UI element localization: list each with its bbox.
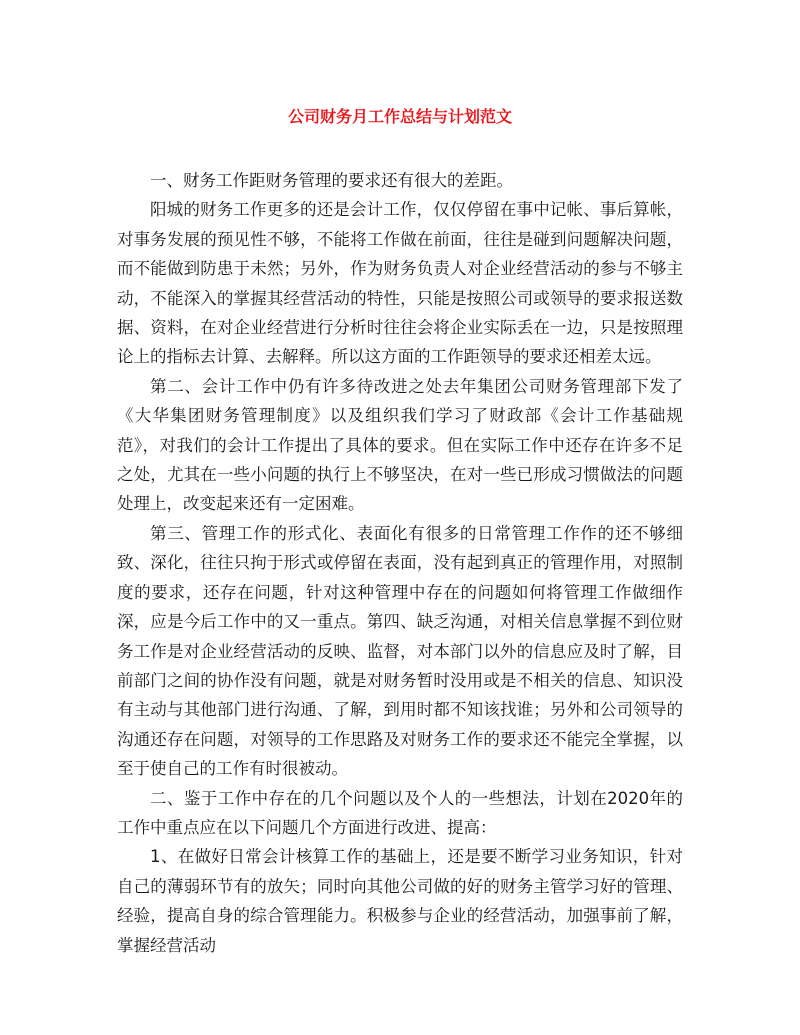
paragraph-point-two: 第二、会计工作中仍有许多待改进之处去年集团公司财务管理部下发了《大华集团财务管理制度》以及组织我们学习了财政部《会计工作基础规范》，对我们的会计工作提出了具体的要求。但在实际工作中还存在许多不足之处，尤其在一些小问题的执行上不够坚决，在对一些已形成习惯做法的问题处理上，改变起来还有一定困难。 [117, 376, 683, 514]
paragraph-section-two-heading: 二、鉴于工作中存在的几个问题以及个人的一些想法，计划在2020年的工作中重点应在以下问题几个方面进行改进、提高： [117, 788, 683, 837]
paragraph-point-three-four: 第三、管理工作的形式化、表面化有很多的日常管理工作作的还不够细致、深化，往往只拘于形式或停留在表面，没有起到真正的管理作用，对照制度的要求，还存在问题，针对这种管理中存在的问题如何将管理工作做细作深，应是今后工作中的又一重点。第四、缺乏沟通，对相关信息掌握不到位财务工作是对企业经营活动的反映、监督，对本部门以外的信息应及时了解，目前部门之间的协作没有问题，就是对财务暂时没用或是不相关的信息、知识没有主动与其他部门进行沟通、了解，到用时都不知该找谁；另外和公司领导的沟通还存在问题，对领导的工作思路及对财务工作的要求还不能完全掌握，以至于使自己的工作有时很被动。 [117, 523, 683, 779]
document-body [117, 166, 683, 960]
paragraph-section-one-heading: 一、财务工作距财务管理的要求还有很大的差距。 [150, 171, 513, 190]
document-title: 公司财务月工作总结与计划范文 [287, 107, 512, 126]
paragraph-plan-item-one: 1、在做好日常会计核算工作的基础上，还是要不断学习业务知识，针对自己的薄弱环节有的放矢；同时向其他公司做的好的财务主管学习好的管理、经验，提高自身的综合管理能力。积极参与企业的经营活动，加强事前了解，掌握经营活动 [117, 847, 683, 955]
paragraph-accounting-scope: 阳城的财务工作更多的还是会计工作，仅仅停留在事中记帐、事后算帐，对事务发展的预见性不够，不能将工作做在前面，往往是碰到问题解决问题，而不能做到防患于未然；另外，作为财务负责人对企业经营活动的参与不够主动，不能深入的掌握其经营活动的特性，只能是按照公司或领导的要求报送数据、资料，在对企业经营进行分析时往往会将企业实际丢在一边，只是按照理论上的指标去计算、去解释。所以这方面的工作距领导的要求还相差太远。 [117, 200, 683, 367]
